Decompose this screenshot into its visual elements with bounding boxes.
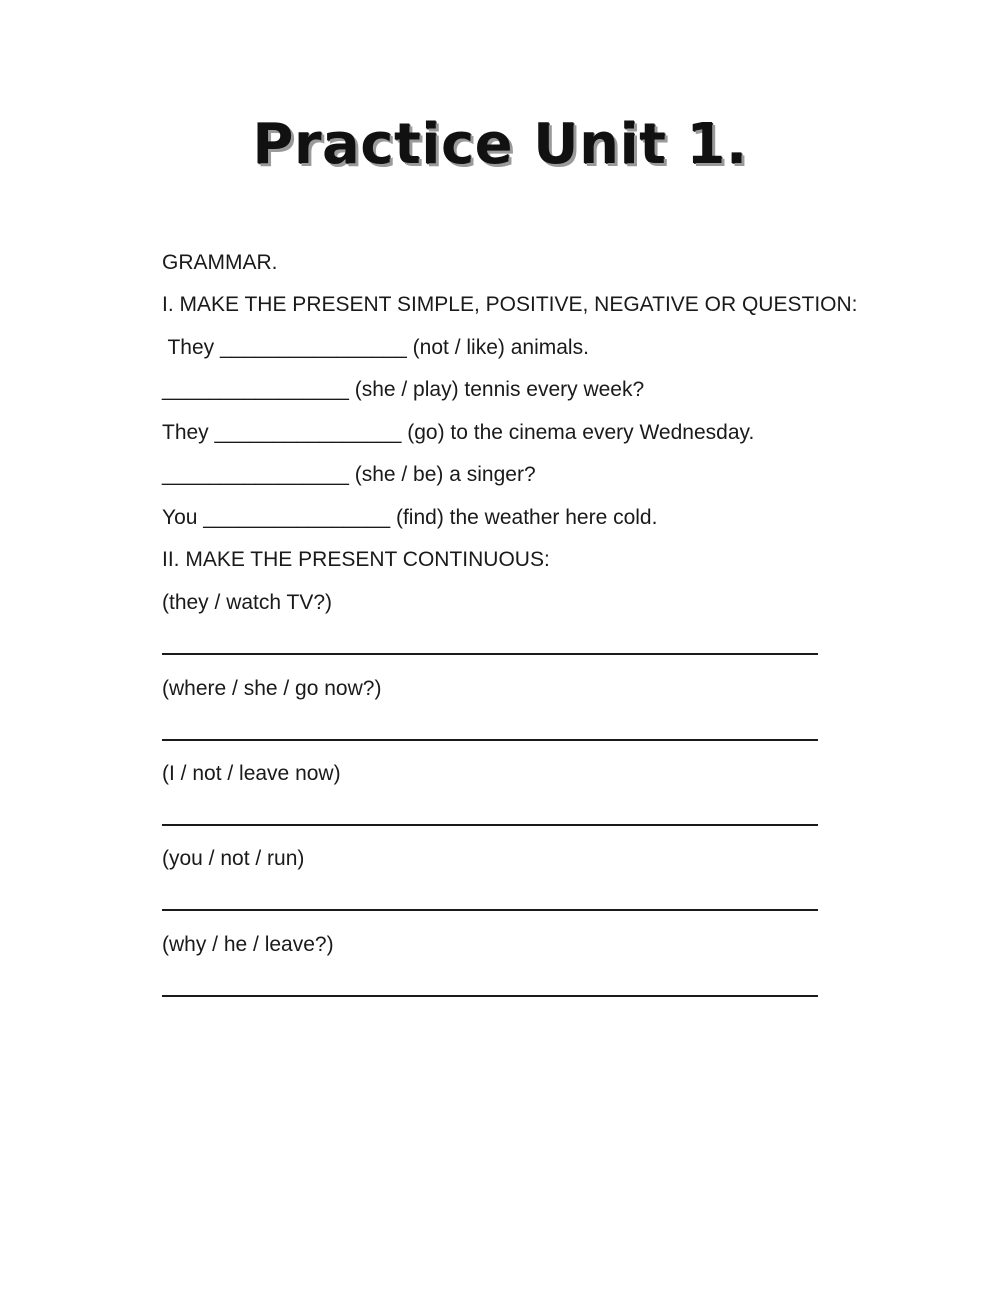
answer-line: [162, 995, 818, 997]
section-1-instruction: I. MAKE THE PRESENT SIMPLE, POSITIVE, NEGATIVE OR QUESTION:: [162, 293, 858, 316]
exercise-2-prompt: (why / he / leave?): [162, 933, 334, 956]
exercise-2-prompt: (where / she / go now?): [162, 677, 382, 700]
exercise-2-prompt: (I / not / leave now): [162, 762, 341, 785]
answer-line: [162, 739, 818, 741]
answer-line: [162, 653, 818, 655]
exercise-2-prompt: (they / watch TV?): [162, 591, 333, 614]
grammar-heading: GRAMMAR.: [162, 251, 278, 274]
answer-line: [162, 824, 818, 826]
exercise-1-item: ________________ (she / be) a singer?: [162, 463, 536, 486]
page-title: Practice Unit 1.: [252, 112, 748, 177]
exercise-1-item: You ________________ (find) the weather here cold.: [162, 506, 658, 529]
exercise-1-item: They ________________ (not / like) animals.: [162, 336, 589, 359]
answer-line: [162, 909, 818, 911]
exercise-1-item: ________________ (she / play) tennis every week?: [162, 378, 645, 401]
exercise-2-prompt: (you / not / run): [162, 847, 305, 870]
section-2-instruction: II. MAKE THE PRESENT CONTINUOUS:: [162, 548, 550, 571]
exercise-1-item: They ________________ (go) to the cinema every Wednesday.: [162, 421, 755, 444]
